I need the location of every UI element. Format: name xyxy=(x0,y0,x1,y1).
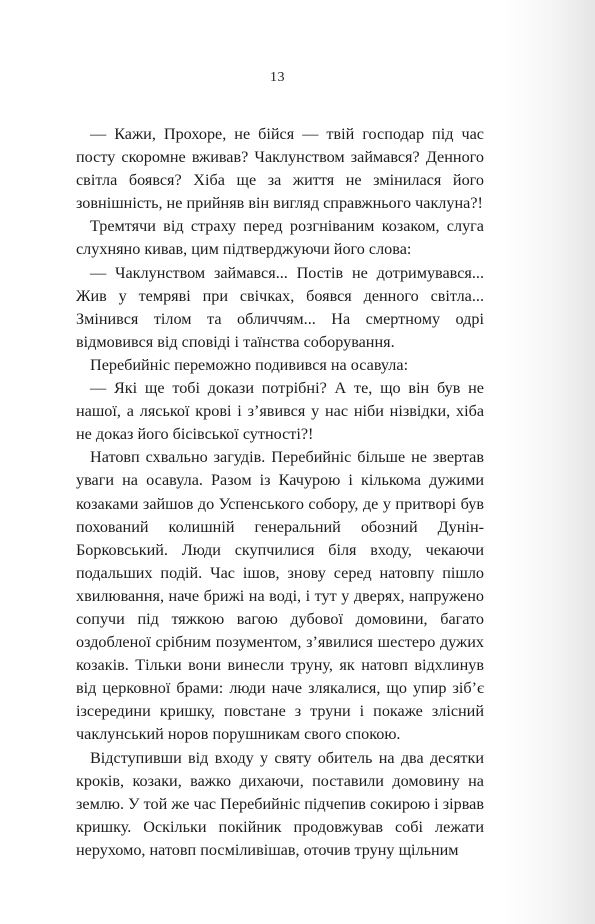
page-edge-shadow xyxy=(505,0,595,924)
paragraph: — Чаклунством займався... Постів не дотримувався... Жив у темряві при свічках, боявся денного світла... Змінився тілом та обличчям... На смертному одрі відмовився від сповіді і таїнства соборування. xyxy=(76,263,484,351)
text-body xyxy=(76,123,484,862)
paragraph: Перебийніс переможно подивився на осавула: xyxy=(90,355,409,374)
paragraph: Натовп схвально загудів. Перебийніс більше не звертав уваги на осавула. Разом із Качурою і кількома дужими козаками зайшов до Успенського собору, де у притворі був похований колишній генеральний обозний Дунін-Борковський. Люди скупчилися біля входу, чекаючи подальших подій. Час ішов, знову серед натовпу пішло хвилювання, наче брижі на воді, і тут у дверях, напружено сопучи під тяжкою вагою дубової домовини, багато оздобленої срібним позументом, з’явилися шестеро дужих козаків. Тільки вони винесли труну, як натовп відхлинув від церковної брами: люди наче злякалися, що упир зіб’є ізсередини кришку, повстане з труни і покаже злісний чаклунський норов порушникам свого спокою. xyxy=(76,448,484,744)
page-number: 13 xyxy=(270,70,285,85)
paragraph: — Кажи, Прохоре, не бійся — твій господар під час посту скоромне вживав? Чаклунством займався? Денного світла боявся? Хіба ще за життя не змінилася його зовнішність, не прийняв він вигляд справжнього чаклуна?! xyxy=(76,125,484,213)
paragraph: — Які ще тобі докази потрібні? А те, що він був не нашої, а ляської крові і з’явився у нас ніби нізвідки, хіба не доказ його бісівської сутності?! xyxy=(76,379,484,444)
paragraph: Тремтячи від страху перед розгніваним козаком, слуга слухняно кивав, цим підтверджуючи його слова: xyxy=(76,217,484,259)
paragraph: Відступивши від входу у святу обитель на два десятки кроків, козаки, важко дихаючи, поставили домовину на землю. У той же час Перебийніс підчепив сокирою і зірвав кришку. Оскільки покійник продовжував собі лежати нерухомо, натовп посміливішав, оточив труну щільним xyxy=(76,748,484,859)
